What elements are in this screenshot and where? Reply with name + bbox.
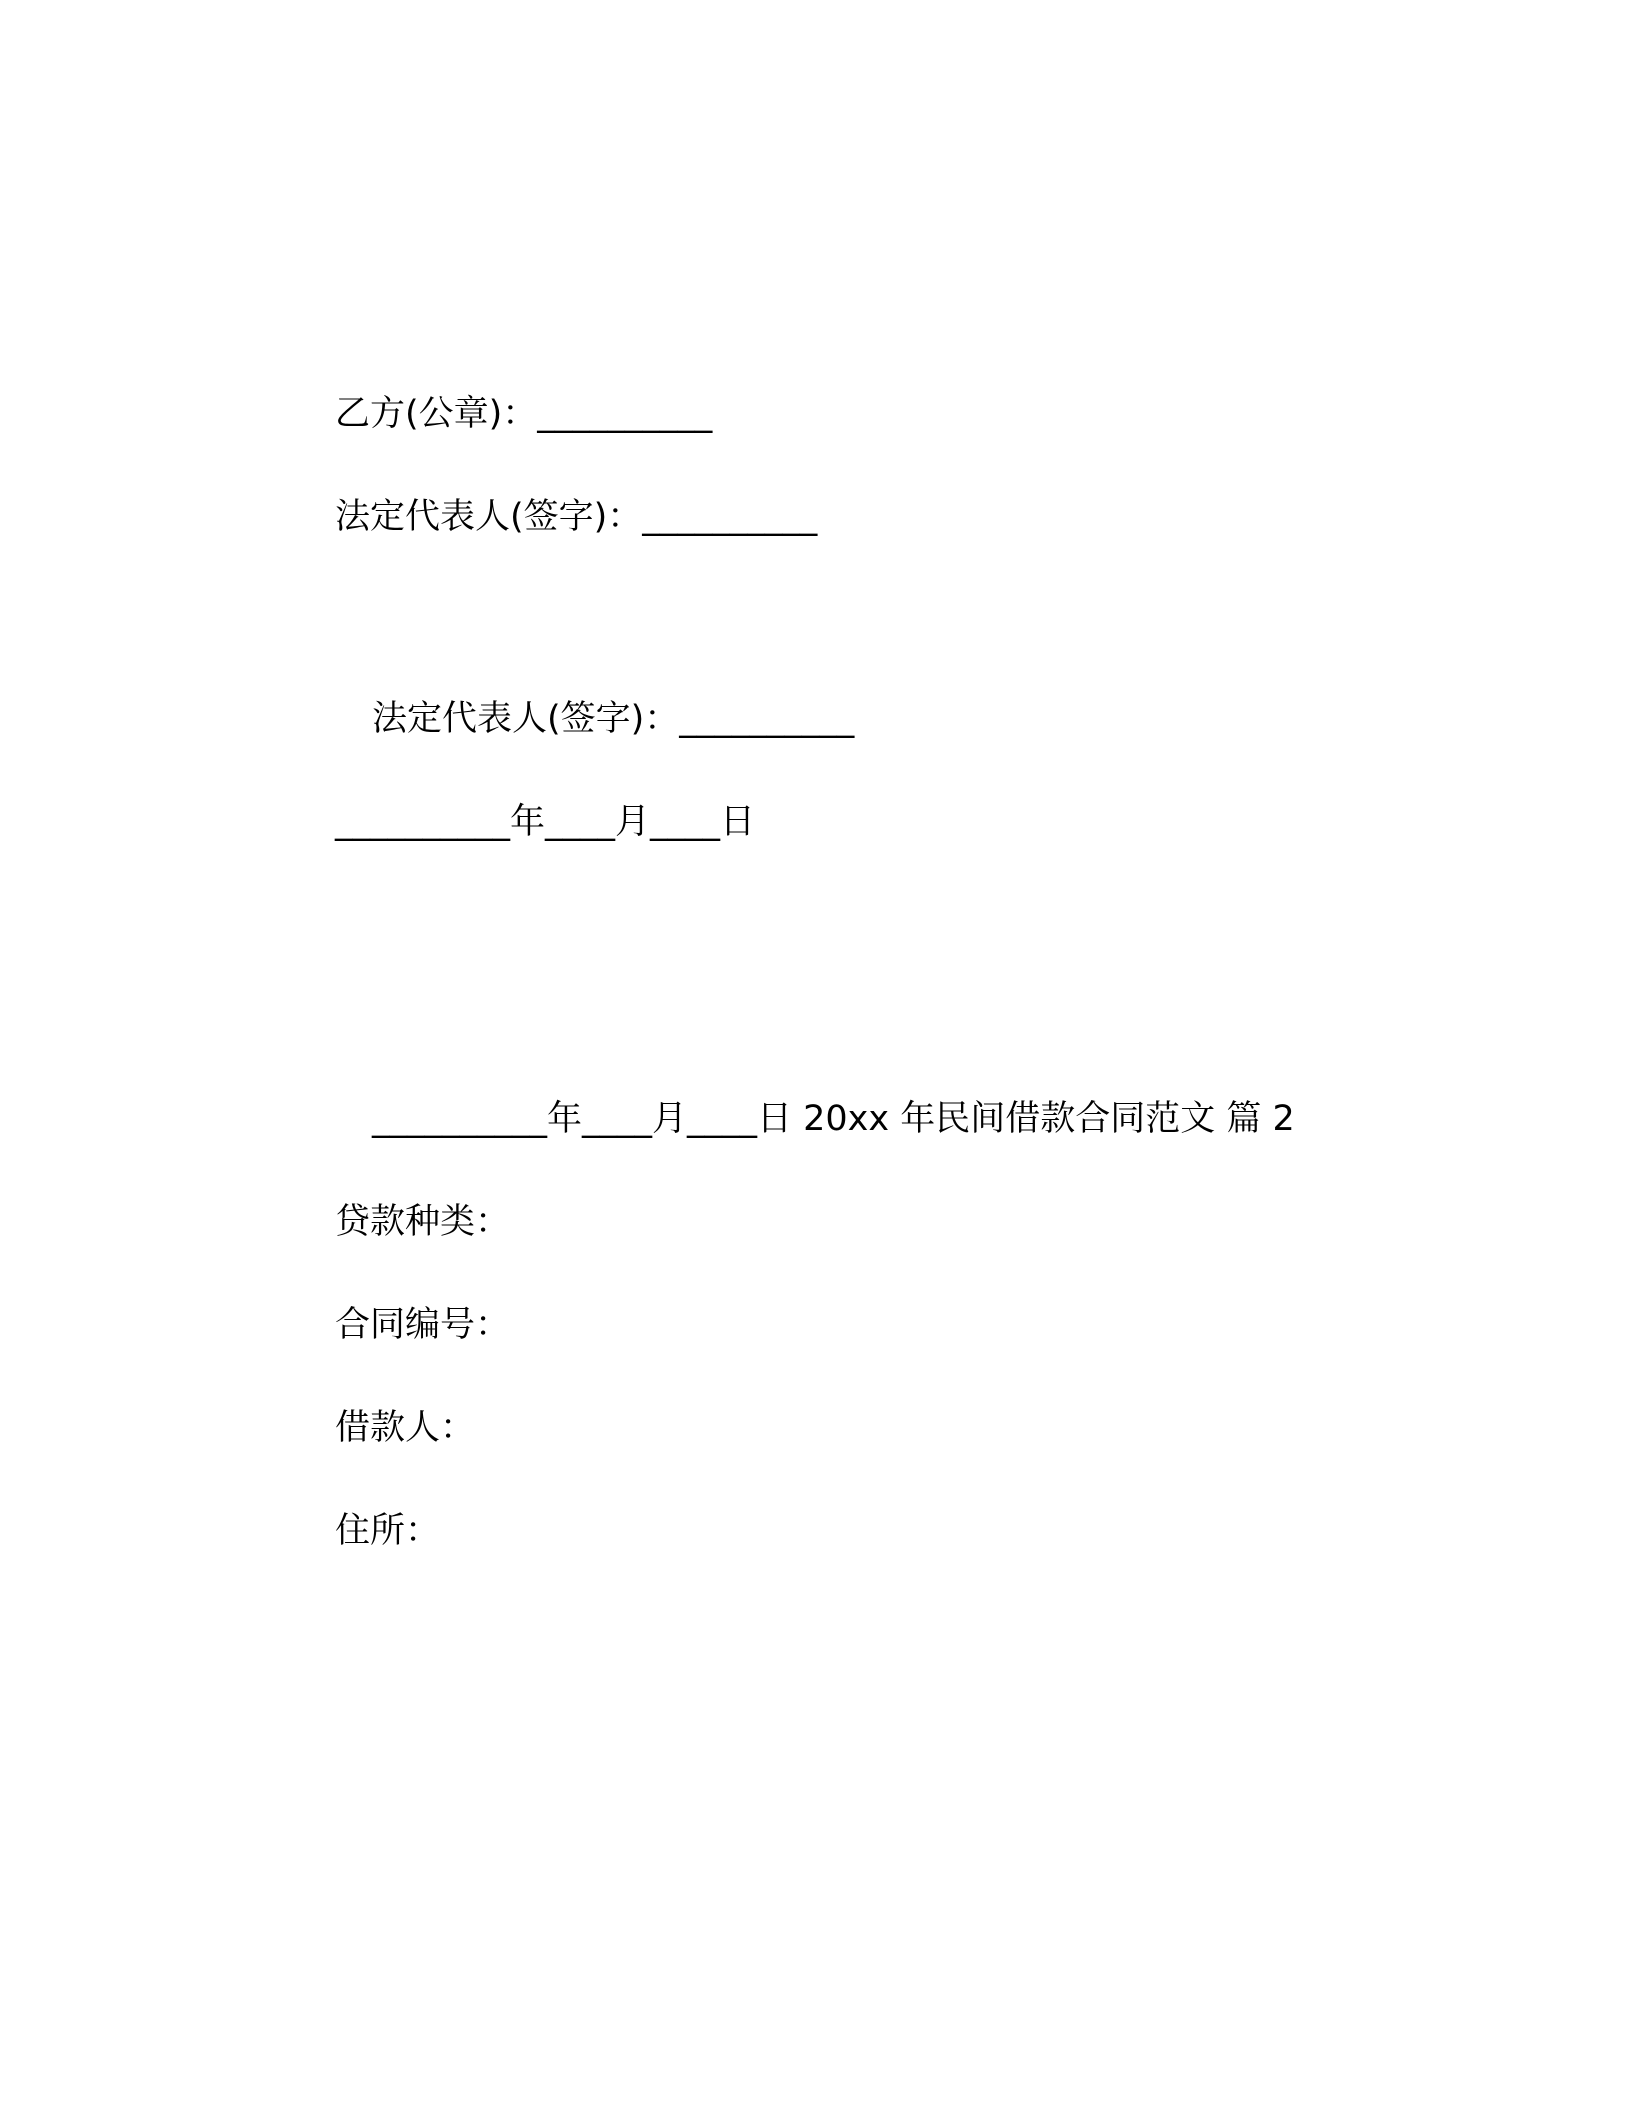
date-line: __________年____月____日 xyxy=(335,802,756,842)
legal-representative-signature-line-2: 法定代表人(签字)：__________ xyxy=(372,699,855,739)
date-and-section-title-line: __________年____月____日 20xx 年民间借款合同范文 篇 2 xyxy=(372,1099,1295,1139)
contract-number-label: 合同编号： xyxy=(335,1305,511,1345)
party-b-seal-line: 乙方(公章)：__________ xyxy=(335,394,713,434)
address-label: 住所： xyxy=(335,1511,441,1551)
loan-type-label: 贷款种类： xyxy=(335,1202,511,1242)
legal-representative-signature-line: 法定代表人(签字)：__________ xyxy=(335,497,818,537)
borrower-label: 借款人： xyxy=(335,1408,476,1448)
